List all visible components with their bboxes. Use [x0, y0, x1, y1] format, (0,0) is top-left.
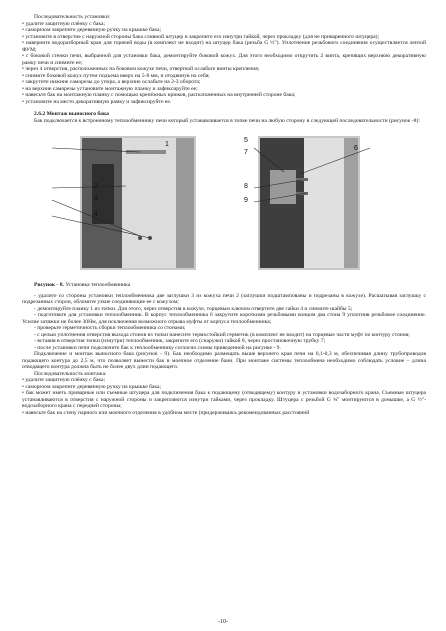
- list-item: • закрутите нижние саморезы до упора, а верхние ослабьте на 2-3 оборота;: [22, 79, 201, 85]
- list-item: • удалите защитную плёнку с бака;: [22, 377, 106, 383]
- list-item: - проверьте герметичность сборки теплообменника со стонами;: [34, 325, 186, 331]
- list-item: • бак может иметь приварные или съемные штуцера для подключения бака к подающему (отводящему) контуру и установки водозаборного крана. Съемные штуцера устанавливаются в отверстия с наружной стороны и закрепляются изнутри гайками, через прокладку. Штуцера с резьбой G ¾" монтируются в донышке, а G ½"- водозаборного крана с передней стороны;: [22, 390, 426, 409]
- stove-edge: [344, 138, 358, 268]
- list-item: - демонтируйте планку 1 из топки. Для этого, через отверстия в кожухе, торцевым ключом отвертите две гайки 4 и снимите шайбы 5;: [34, 305, 353, 312]
- callout-label: 8: [244, 183, 248, 190]
- heat-exchanger: [270, 170, 296, 204]
- callout-label: 9: [244, 197, 248, 204]
- stove-edge: [176, 138, 194, 268]
- install-steps-lead: Последовательность установки:: [34, 14, 111, 20]
- page-number: -10-: [218, 618, 228, 625]
- callout-label: 5: [244, 137, 248, 144]
- mounting-plate: [126, 150, 166, 154]
- callout-label: 2: [94, 183, 98, 190]
- exchanger-steps-section: [22, 293, 426, 371]
- tank-mount-steps-section: [22, 371, 426, 417]
- callout-label: 1: [165, 141, 169, 148]
- list-item: • удалите защитную плёнку с бака;: [22, 20, 106, 27]
- list-item: - вставив в отверстия топки (изнутри) теплообменник, закрепите его (снаружи) гайкой 8, через простановочную трубку 7;: [34, 338, 326, 344]
- list-item: • снимите боковой кожух путем подъема вверх на 5-8 мм, и отодвинув на себя;: [22, 72, 210, 79]
- stove-side-cover: [304, 138, 344, 268]
- list-item: • навесьте бак на монтажную планку с помощью крепёжных крюков, расположенных на внутренней стороне бака;: [22, 92, 296, 98]
- stove-side-cover: [122, 138, 176, 268]
- list-item: • наверните водоразборный кран для горячей воды (в комплект не входит) на штуцер бака (резьба G ½"). Уплотнение резьбового соединения осуществляется лентой ФУМ;: [22, 40, 426, 53]
- callout-label: 7: [244, 149, 248, 156]
- callout-label: 4: [94, 211, 98, 218]
- list-item: • саморезом закрепите деревянную ручку на крышке бака;: [22, 383, 162, 390]
- list-item: - удалите со стороны установки теплообменника две заглушки 3 из кожуха печи 2 (заглушки подштампованы и подрезаны в кожухе). Расшатывая заглушку с подрезанных сторон, обломите узкие соединяющие ее с кожухом;: [22, 292, 426, 305]
- list-item: • саморезом закрепите деревянную ручку на крышке бака;: [22, 27, 162, 33]
- list-item: - с целью уплотнения отверстия выхода стонов из топки нанесите термостойкий герметик (в комплект не входит) на торцевые части муфт по контуру стонов;: [34, 331, 410, 338]
- callout-label: 6: [354, 145, 358, 152]
- list-item: • на верхние саморезы установите монтажную планку и зафиксируйте ее;: [22, 85, 198, 92]
- list-item: - подготовьте для установки теплообменник. В корпус теплообменника 6 закрутите короткими резьбовыми концом два стона 9 уплотнив резьбовое соединение. Усилие затяжки не более 30Нм, для исключения возможного отрыва муфты от корпуса теплообменника;: [22, 312, 426, 325]
- list-item: • с боковой стенки печи, выбранной для установки бака, демонтируйте боковой кожух. Для этого необходимо открутить 2 винта, крепящих верхнюю декоративную рамку печи и снимите ее;: [22, 53, 426, 66]
- figure-8: [22, 130, 426, 278]
- paragraph: Подключение и монтаж выносного бака (рисунок - 9). Бак необходимо размещать выше верхнего края печи на 0,1-0,3 м, обеспечивая длину трубопроводов подающего контура до 2,5 м, что позволяет вынести бак в моечное отделение бани. При монтаже системы теплообмена необходимо соблюдать условие – длина отводящего контура должна быть не более двух длин подающего.: [22, 351, 426, 370]
- section-heading: 2.6.2 Монтаж выносного бака: [34, 111, 109, 117]
- callout-label: 3: [94, 195, 98, 202]
- list-item: • установите в отверстие с наружной стороны бака сливной штуцер и закрепите его изнутри гайкой, через прокладку (для не приваренного штуцера);: [22, 33, 380, 40]
- section-intro: Бак подключается к встроенному теплообменнику печи который устанавливается в топке печи на любую сторону в следующей последовательности (рисунок -8):: [34, 117, 420, 124]
- figure-caption-label: Рисунок - 8.: [34, 282, 64, 288]
- list-item: • через 4 отверстия, расположенных на боковом кожухе печи, отверткой ослабьте винты крепления;: [22, 66, 260, 72]
- right-stove-view: [244, 136, 370, 270]
- list-item: - после установки печи подключите бак к теплообменнику согласно схемы приведенной на рисунке - 9.: [34, 344, 281, 351]
- figure-caption-text: Установка теплообменника: [63, 282, 131, 288]
- tank-mount-lead: Последовательность монтажа:: [34, 370, 107, 377]
- list-item: • навесьте бак на стену парного или моечного отделения в удобном месте (придерживаясь рекомендованных расстояний: [22, 409, 310, 416]
- install-steps-section: [22, 14, 426, 105]
- left-stove-view: [52, 136, 196, 270]
- plug-hole: [138, 236, 142, 240]
- heat-exchanger-illustration: [22, 130, 426, 278]
- list-item: • установите на место декоративную рамку и зафиксируйте ее.: [22, 98, 172, 105]
